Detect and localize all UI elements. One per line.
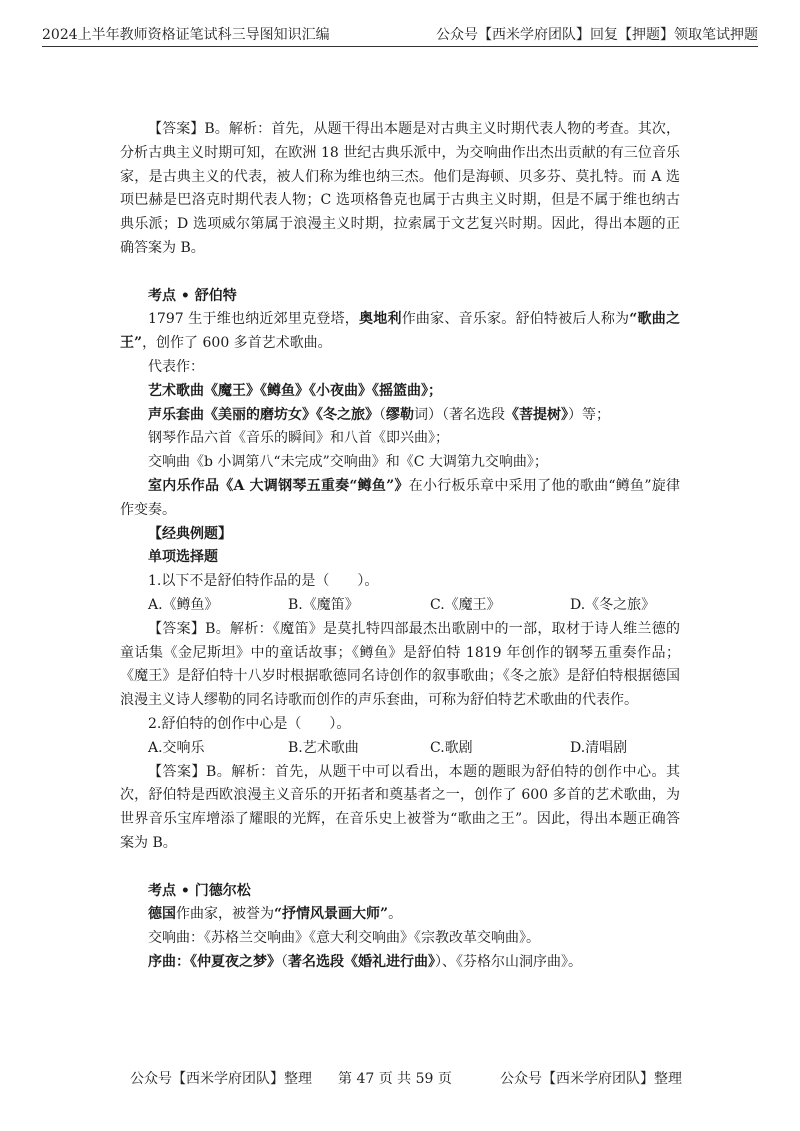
question-2-options (120, 737, 680, 761)
option-b: B.《魔笛》 (288, 596, 359, 613)
option-c: C.歌剧 (430, 739, 473, 756)
question-1: 1.以下不是舒伯特作品的是（ ）。 (148, 573, 379, 590)
works-song-cycles: 声乐套曲《美丽的磨坊女》《冬之旅》（缪勒词）（著名选段《菩提树》）等； (148, 406, 610, 423)
option-d: D.清唱剧 (570, 739, 628, 756)
option-c: C.《魔王》 (430, 596, 501, 613)
mendelssohn-overtures: 序曲：《仲夏夜之梦》（著名选段《婚礼进行曲》）、《芬格尔山洞序曲》。 (148, 953, 582, 970)
schubert-bio: 1797 生于维也纳近郊里克登塔，奥地利作曲家、音乐家。舒伯特被后人称为“歌曲之王”，创作了 600 多首艺术歌曲。 (120, 311, 681, 352)
works-symphony: 交响曲《b 小调第八“未完成”交响曲》和《C 大调第九交响曲》； (148, 454, 548, 471)
question-2: 2.舒伯特的创作中心是（ ）。 (148, 715, 351, 732)
header-promo: 公众号【西米学府团队】回复【押题】领取笔试押题 (436, 27, 758, 43)
option-a: A.交响乐 (148, 739, 205, 756)
works-label: 代表作： (148, 358, 204, 375)
works-piano: 钢琴作品六首《音乐的瞬间》和八首《即兴曲》； (148, 430, 449, 447)
option-b: B.艺术歌曲 (288, 739, 359, 756)
footer-left: 公众号【西米学府团队】整理 (130, 1071, 312, 1087)
footer-right: 公众号【西米学府团队】整理 (500, 1071, 682, 1087)
examples-title: 【经典例题】 (148, 525, 232, 542)
question-1-answer: 【答案】B。解析：《魔笛》是莫扎特四部最杰出歌剧中的一部，取材于诗人维兰德的童话集《金尼斯坦》中的童话故事；《鳟鱼》是舒伯特 1819 年创作的钢琴五重奏作品；《魔王》是舒伯特十八岁时根据歌德同名诗创作的叙事歌曲；《冬之旅》是舒伯特根据德国浪漫主义诗人缪勒的同名诗歌而创作的声乐套曲，可称为舒伯特艺术歌曲的代表作。 (120, 620, 680, 709)
question-2-answer: 【答案】B。解析：首先，从题干中可以看出，本题的题眼为舒伯特的创作中心。其次，舒伯特是西欧浪漫主义音乐的开拓者和奠基者之一，创作了 600 多首的艺术歌曲，为世界音乐宝库增添了耀眼的光辉，在音乐史上被誉为“歌曲之王”。因此，得出本题正确答案为 B。 (120, 763, 680, 851)
works-chamber: 室内乐作品《A 大调钢琴五重奏“鳟鱼”》在小行板乐章中采用了他的歌曲“鳟鱼”旋律作变奏。 (120, 477, 680, 518)
page-header (42, 22, 758, 47)
question-1-options (120, 594, 680, 618)
section-heading-mendelssohn: 考点 • 门德尔松 (148, 882, 251, 899)
section-heading-schubert: 考点 • 舒伯特 (148, 287, 237, 304)
mendelssohn-symphonies: 交响曲：《苏格兰交响曲》《意大利交响曲》《宗教改革交响曲》。 (148, 930, 540, 947)
option-a: A.《鳟鱼》 (148, 596, 219, 613)
mendelssohn-bio: 德国作曲家，被誉为“抒情风景画大师”。 (148, 906, 403, 923)
works-art-songs: 艺术歌曲《魔王》《鳟鱼》《小夜曲》《摇篮曲》； (148, 382, 442, 399)
option-d: D.《冬之旅》 (570, 596, 656, 613)
choice-title: 单项选择题 (148, 549, 218, 566)
page-number: 第 47 页 共 59 页 (338, 1071, 452, 1087)
header-title: 2024上半年教师资格证笔试科三导图知识汇编 (42, 27, 330, 43)
answer-paragraph: 【答案】B。解析：首先，从题干得出本题是对古典主义时期代表人物的考查。其次，分析古典主义时期可知，在欧洲 18 世纪古典乐派中，为交响曲作出杰出贡献的有三位音乐家，是古典主义的代表，被人们称为维也纳三杰。他们是海顿、贝多芬、莫扎特。而 A 选项巴赫是巴洛克时期代表人物；C 选项格鲁克也属于古典主义时期，但是不属于维也纳古典乐派；D 选项威尔第属于浪漫主义时期，拉索属于文艺复兴时期。因此，得出本题的正确答案为 B。 (120, 121, 680, 256)
page-content (120, 118, 680, 975)
